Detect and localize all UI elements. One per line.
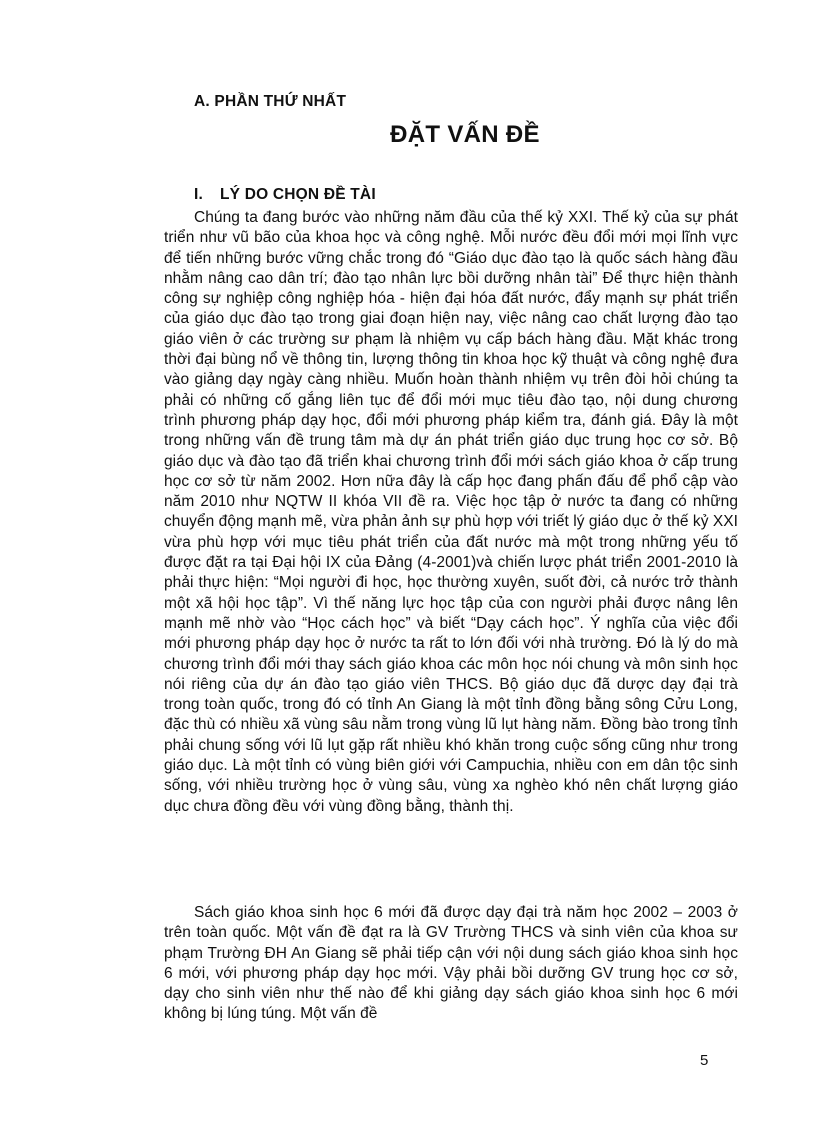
body-paragraph: Sách giáo khoa sinh học 6 mới đã được dạy đại trà năm học 2002 – 2003 ở trên toàn quốc. Một vấn đề đạt ra là GV Trường THCS và sinh viên của khoa sư phạm Trường ĐH An Giang sẽ phải tiếp cận với nội dung sách giáo khoa sinh học 6 mới, với phương pháp dạy học mới. Vậy phải bồi dưỡng GV trung học cơ sở, dạy cho sinh viên như thế nào để khi giảng dạy sách giáo khoa sinh học 6 mới không bị lúng túng. Một vấn đề [164, 904, 738, 1023]
page-number: 5 [700, 1052, 709, 1069]
section-title: LÝ DO CHỌN ĐỀ TÀI [220, 186, 376, 203]
section-heading [194, 186, 376, 204]
section-number: I. [194, 186, 204, 203]
part-heading: A. PHẦN THỨ NHẤT [194, 93, 347, 110]
body-paragraph: Chúng ta đang bước vào những năm đầu của thế kỷ XXI. Thế kỷ của sự phát triển như vũ bão của khoa học và công nghệ. Mỗi nước đều đổi mới mọi lĩnh vực để tiến những bước vững chắc trong đó “Giáo dục đào tạo là quốc sách hàng đầu nhằm nâng cao dân trí; đào tạo nhân lực bồi dưỡng nhân tài” Để thực hiện thành công sự nghiệp công nghiệp hóa - hiện đại hóa đất nước, đẩy mạnh sự phát triển của giáo dục đào tạo trong giai đoạn hiện nay, việc nâng cao chất lượng đào tạo giáo viên ở các trường sư phạm là nhiệm vụ cấp bách hàng đầu. Mặt khác trong thời đại bùng nổ về thông tin, lượng thông tin khoa học kỹ thuật và công nghệ đưa vào giảng dạy ngày càng nhiều. Muốn hoàn thành nhiệm vụ trên đòi hỏi chúng ta phải có những cố gắng liên tục để đổi mới mục tiêu đào tạo, nội dung chương trình phương pháp dạy học, đổi mới phương pháp kiểm tra, đánh giá. Đây là một trong những vấn đề trung tâm mà dự án phát triển giáo dục trung học cơ sở. Bộ giáo dục và đào tạo đã triển khai chương trình đổi mới sách giáo khoa ở cấp trung học cơ sở từ năm 2002. Hơn nữa đây là cấp học đang phấn đấu để phổ cập vào năm 2010 như NQTW II khóa VII đề ra. Việc học tập ở nước ta đang có những chuyển động mạnh mẽ, vừa phản ảnh sự phù hợp với triết lý giáo dục ở thế kỷ XXI vừa phù hợp với mục tiêu phát triển của đất nước mà một trong những yếu tố được đặt ra tại Đại hội IX của Đảng (4-2001)và chiến lược phát triển 2001-2010 là phải thực hiện: “Mọi người đi học, học thường xuyên, suốt đời, cả nước trở thành một xã hội học tập”. Vì thế năng lực học tập của con người phải được nâng lên mạnh mẽ nhờ vào “Học cách học” và biết “Dạy cách học”. Ý nghĩa của việc đổi mới phương pháp dạy học ở nước ta rất to lớn đối với nhà trường. Đó là lý do mà chương trình đổi mới thay sách giáo khoa các môn học nói chung và môn sinh học nói riêng của dự án đào tạo giáo viên THCS. Bộ giáo dục đã dược dạy đại trà trong toàn quốc, trong đó có tỉnh An Giang là một tỉnh đồng bằng sông Cửu Long, đặc thù có nhiều xã vùng sâu nằm trong vùng lũ lụt hàng năm. Đồng bào trong tỉnh phải chung sống với lũ lụt gặp rất nhiều khó khăn trong cuộc sống cũng như trong giáo dục. Là một tỉnh có vùng biên giới với Campuchia, nhiều con em dân tộc sinh sống, với nhiều trường học ở vùng sâu, vùng xa nghèo khó nên chất lượng giáo dục chưa đồng đều với vùng đồng bằng, thành thị. [164, 209, 738, 815]
page-title: ĐẶT VẤN ĐỀ [390, 121, 540, 148]
